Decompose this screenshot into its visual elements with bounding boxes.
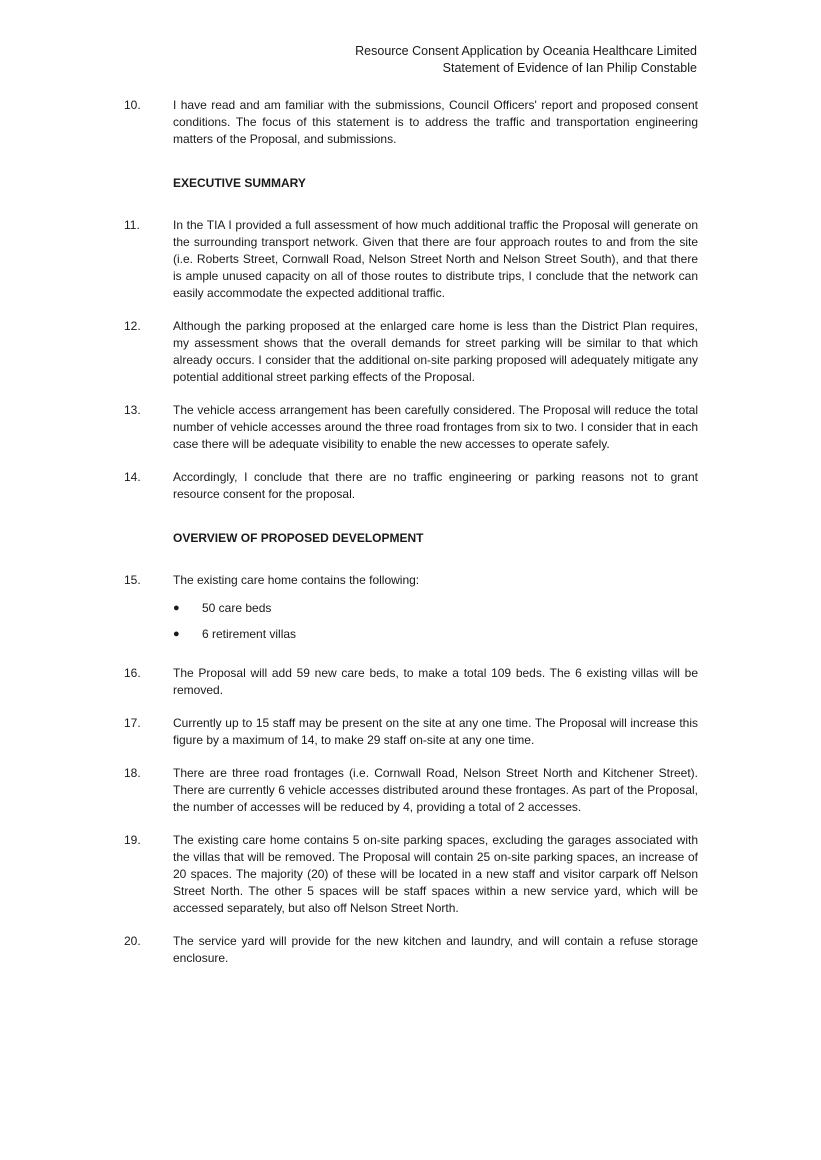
document-body (124, 97, 698, 983)
page-header (355, 43, 697, 77)
paragraph-20 (124, 933, 698, 967)
paragraph-text: Currently up to 15 staff may be present on the site at any one time. The Proposal will increase this figure by a maximum of 14, to make 29 staff on-site at any one time. (173, 716, 698, 747)
paragraph-number: 19. (124, 833, 141, 847)
paragraph-number: 20. (124, 934, 141, 948)
paragraph-12 (124, 318, 698, 386)
paragraph-number: 16. (124, 666, 141, 680)
paragraph-text: The existing care home contains the following: (173, 573, 420, 587)
paragraph-16 (124, 665, 698, 699)
paragraph-text: Accordingly, I conclude that there are no traffic engineering or parking reasons not to grant resource consent for the proposal. (173, 470, 698, 501)
paragraph-number: 11. (124, 218, 140, 232)
paragraph-10 (124, 97, 698, 148)
paragraph-number: 14. (124, 470, 141, 484)
paragraph-number: 15. (124, 573, 141, 587)
paragraph-text: The Proposal will add 59 new care beds, to make a total 109 beds. The 6 existing villas will be removed. (173, 666, 698, 697)
paragraph-text: The existing care home contains 5 on-site parking spaces, excluding the garages associated with the villas that will be removed. The Proposal will contain 25 on-site parking spaces, an increase of 20 spaces. The majority (20) of these will be located in a new staff and visitor carpark off Nelson Street North. The other 5 spaces will be staff spaces within a new service yard, which will be accessed separately, but also off Nelson Street North. (173, 833, 698, 915)
paragraph-19 (124, 832, 698, 917)
paragraph-text: Although the parking proposed at the enlarged care home is less than the District Plan requires, my assessment shows that the overall demands for street parking will be similar to that which already occurs. I consider that the additional on-site parking proposed will adequately mitigate any potential additional street parking effects of the Proposal. (173, 319, 698, 384)
bullet-text: 6 retirement villas (202, 627, 297, 641)
paragraph-11 (124, 217, 698, 302)
paragraph-number: 13. (124, 403, 141, 417)
bullet-item (173, 600, 698, 617)
paragraph-17 (124, 715, 698, 749)
paragraph-18 (124, 765, 698, 816)
bullet-icon: ● (173, 602, 180, 614)
paragraph-number: 17. (124, 716, 141, 730)
paragraph-number: 12. (124, 319, 141, 333)
bullet-item (173, 626, 698, 643)
paragraph-number: 18. (124, 766, 141, 780)
paragraph-text: There are three road frontages (i.e. Cornwall Road, Nelson Street North and Kitchener Street). There are currently 6 vehicle accesses distributed around these frontages. As part of the Proposal, the number of accesses will be reduced by 4, providing a total of 2 accesses. (173, 766, 698, 814)
paragraph-text: In the TIA I provided a full assessment of how much additional traffic the Proposal will generate on the surrounding transport network. Given that there are four approach routes to and from the site (i.e. Roberts Street, Cornwall Road, Nelson Street North and Nelson Street South), and that there is ample unused capacity on all of those routes to distribute trips, I conclude that the network can easily accommodate the expected additional traffic. (173, 218, 698, 300)
paragraph-text: I have read and am familiar with the submissions, Council Officers' report and proposed consent conditions. The focus of this statement is to address the traffic and transportation engineering matters of the Proposal, and submissions. (173, 98, 698, 146)
heading-executive-summary: EXECUTIVE SUMMARY (173, 176, 306, 190)
paragraph-13 (124, 402, 698, 453)
bullet-list (173, 600, 698, 643)
paragraph-text: The vehicle access arrangement has been carefully considered. The Proposal will reduce the total number of vehicle accesses around the three road frontages from six to two. I consider that in each case there will be adequate visibility to enable the new accesses to operate safely. (173, 403, 698, 451)
bullet-icon: ● (173, 628, 180, 640)
paragraph-15 (124, 572, 698, 589)
bullet-text: 50 care beds (202, 601, 272, 615)
heading-overview: OVERVIEW OF PROPOSED DEVELOPMENT (173, 531, 424, 545)
paragraph-14 (124, 469, 698, 503)
paragraph-number: 10. (124, 98, 141, 112)
header-line-statement: Statement of Evidence of Ian Philip Constable (442, 61, 697, 75)
header-line-application: Resource Consent Application by Oceania Healthcare Limited (355, 44, 697, 58)
paragraph-text: The service yard will provide for the new kitchen and laundry, and will contain a refuse storage enclosure. (173, 934, 698, 965)
